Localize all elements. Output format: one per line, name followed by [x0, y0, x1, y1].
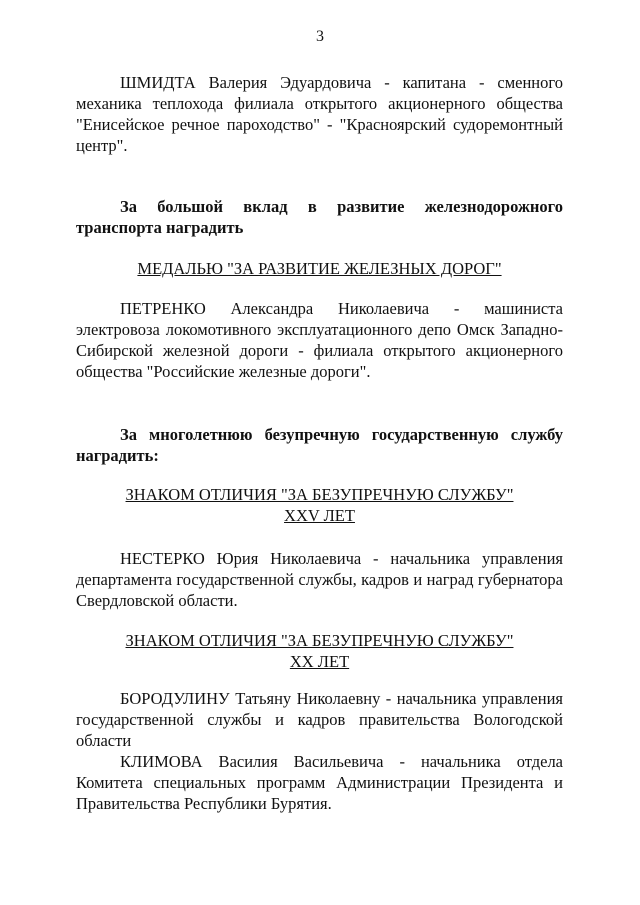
award-entry-borodulina — [76, 688, 563, 751]
award-20-heading-line2: XX ЛЕТ — [289, 652, 350, 671]
paragraph-service-reason: За многолетнюю безупречную государственную службу наградить: — [76, 425, 563, 465]
award-entry-shmidt — [76, 72, 563, 156]
paragraph-nesterko: НЕСТЕРКО Юрия Николаевича - начальника управления департамента государственной службы, кадров и наград губернатора Свердловской области. — [76, 549, 563, 610]
page-number: 3 — [316, 28, 324, 45]
award-20-heading-line1: ЗНАКОМ ОТЛИЧИЯ "ЗА БЕЗУПРЕЧНУЮ СЛУЖБУ" — [125, 631, 514, 650]
paragraph-shmidt: ШМИДТА Валерия Эдуардовича - капитана - сменного механика теплохода филиала открытого акционерного общества "Енисейское речное пароходство" - "Красноярский судоремонтный центр". — [76, 73, 563, 155]
paragraph-klimov: КЛИМОВА Василия Васильевича - начальника отдела Комитета специальных программ Администрации Президента и Правительства Республики Бурятия. — [76, 752, 563, 813]
award-entry-nesterko — [76, 548, 563, 611]
paragraph-borodulina: БОРОДУЛИНУ Татьяну Николаевну - начальника управления государственной службы и кадров правительства Вологодской области — [76, 689, 563, 750]
award-25-heading-line1: ЗНАКОМ ОТЛИЧИЯ "ЗА БЕЗУПРЕЧНУЮ СЛУЖБУ" — [125, 485, 514, 504]
award-25-heading-block — [76, 484, 563, 526]
paragraph-railway-reason: За большой вклад в развитие железнодорожного транспорта наградить — [76, 197, 563, 237]
service-reason — [76, 424, 563, 466]
award-entry-klimov — [76, 751, 563, 814]
railway-medal-heading: МЕДАЛЬЮ "ЗА РАЗВИТИЕ ЖЕЛЕЗНЫХ ДОРОГ" — [137, 259, 502, 278]
award-entry-petrenko — [76, 298, 563, 382]
railway-reason — [76, 196, 563, 238]
railway-medal-heading-block — [76, 258, 563, 279]
paragraph-petrenko: ПЕТРЕНКО Александра Николаевича - машиниста электровоза локомотивного эксплуатационного депо Омск Западно-Сибирской железной дороги - филиала открытого акционерного общества "Российские железные дороги". — [76, 299, 563, 381]
award-20-heading-block — [76, 630, 563, 672]
award-25-heading-line2: XXV ЛЕТ — [284, 506, 355, 525]
